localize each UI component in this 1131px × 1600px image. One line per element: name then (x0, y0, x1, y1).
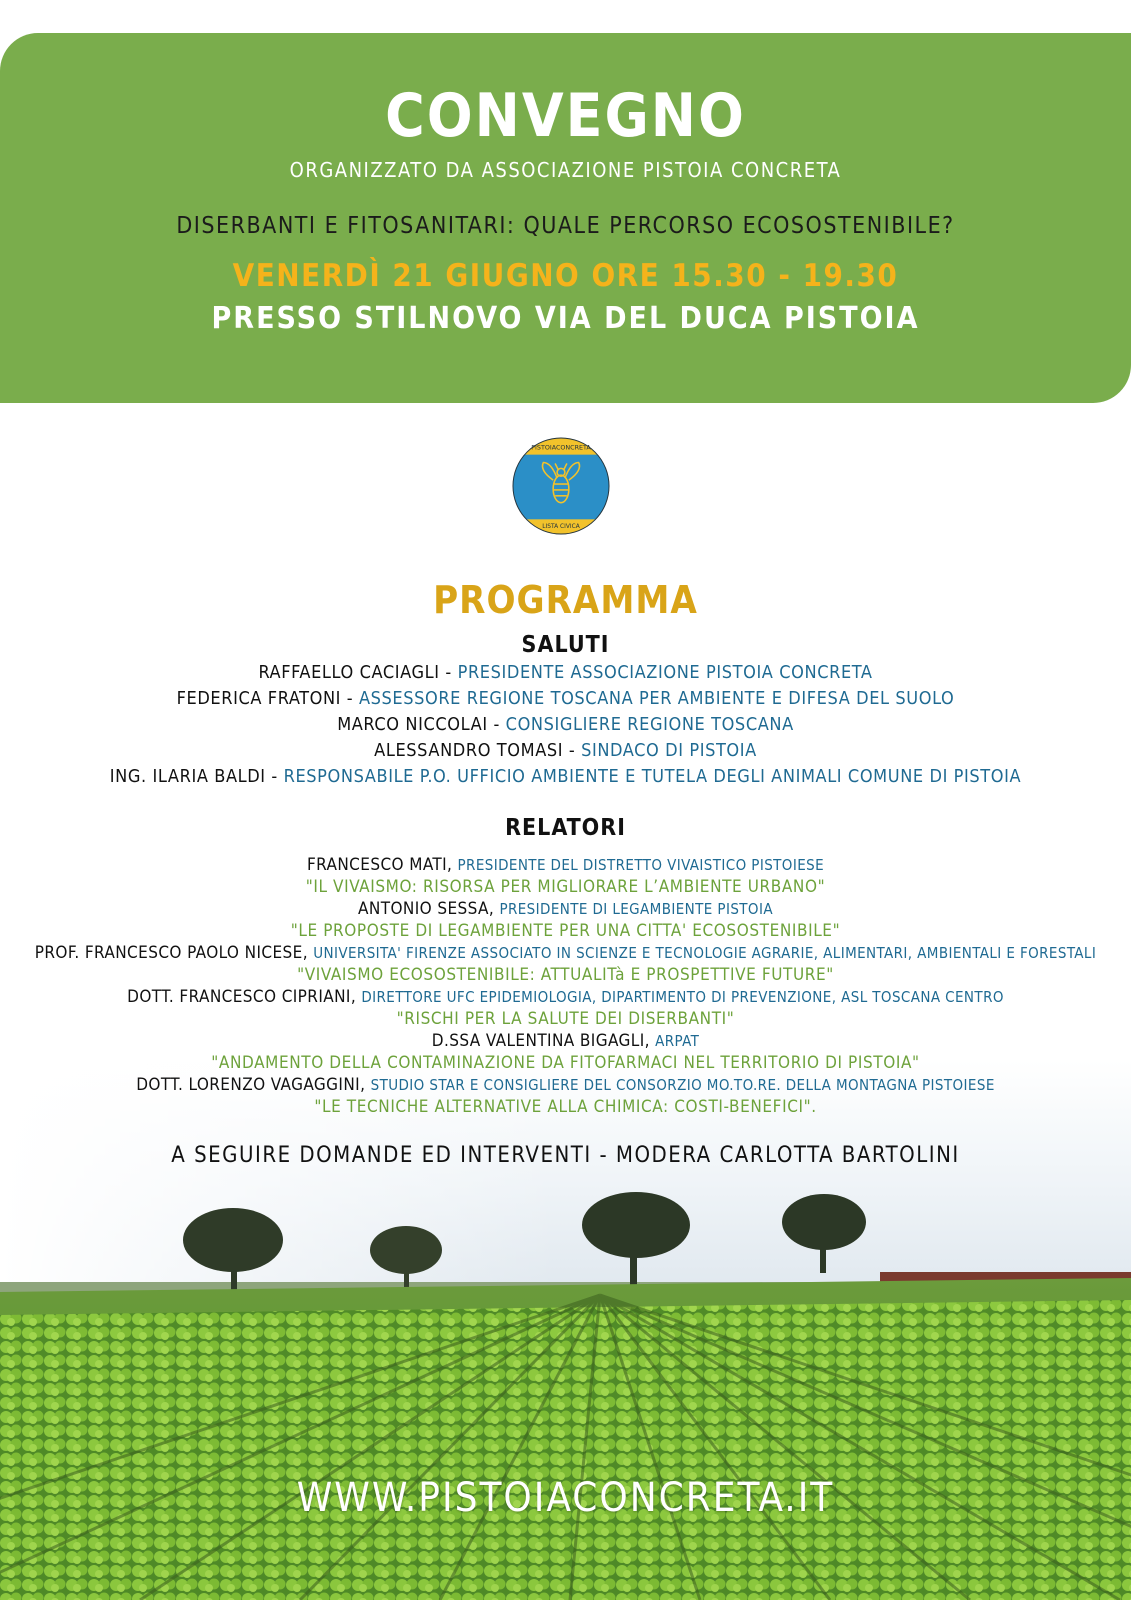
speaker-name: FRANCESCO MATI, (306, 855, 458, 875)
website-link[interactable]: WWW.PISTOIACONCRETA.IT (296, 1475, 835, 1521)
speaker (0, 1075, 1131, 1095)
speaker-role: ARPAT (655, 1032, 700, 1050)
talk-title: "LE TECNICHE ALTERNATIVE ALLA CHIMICA: COSTI-BENEFICI". (314, 1097, 817, 1117)
person-role: RESPONSABILE P.O. UFFICIO AMBIENTE E TUTELA DEGLI ANIMALI COMUNE DI PISTOIA (283, 766, 1022, 787)
person-name: MARCO NICCOLAI - (337, 714, 506, 735)
speaker-name: DOTT. FRANCESCO CIPRIANI, (127, 987, 362, 1007)
list-item (0, 766, 1131, 787)
programma-title: PROGRAMMA (433, 578, 698, 622)
list-item (0, 740, 1131, 761)
talk-title: "ANDAMENTO DELLA CONTAMINAZIONE DA FITOFARMACI NEL TERRITORIO DI PISTOIA" (211, 1053, 920, 1073)
logo-bottom-text: LISTA CIVICA (542, 524, 580, 531)
speaker (0, 1031, 1131, 1051)
talk-title: "VIVAISMO ECOSOSTENIBILE: ATTUALITà E PROSPETTIVE FUTURE" (297, 965, 834, 985)
speaker-role: PRESIDENTE DI LEGAMBIENTE PISTOIA (499, 900, 773, 918)
speaker (0, 899, 1131, 919)
person-role: SINDACO DI PISTOIA (581, 740, 757, 761)
speaker-name: PROF. FRANCESCO PAOLO NICESE, (34, 943, 314, 963)
person-name: RAFFAELLO CACIAGLI - (258, 662, 458, 683)
speaker (0, 855, 1131, 875)
speaker (0, 987, 1131, 1007)
closing-note: A SEGUIRE DOMANDE ED INTERVENTI - MODERA CARLOTTA BARTOLINI (171, 1143, 960, 1168)
speaker (0, 943, 1131, 963)
person-role: PRESIDENTE ASSOCIAZIONE PISTOIA CONCRETA (457, 662, 873, 683)
event-location: PRESSO STILNOVO VIA DEL DUCA PISTOIA (211, 301, 920, 336)
event-date: VENERDÌ 21 GIUGNO ORE 15.30 - 19.30 (232, 258, 899, 294)
talk-title: "LE PROPOSTE DI LEGAMBIENTE PER UNA CITTA' ECOSOSTENIBILE" (290, 921, 841, 941)
talk-title: "RISCHI PER LA SALUTE DEI DISERBANTI" (396, 1009, 735, 1029)
speaker-name: D.SSA VALENTINA BIGAGLI, (431, 1031, 656, 1051)
speaker-name: DOTT. LORENZO VAGAGGINI, (136, 1075, 371, 1095)
header-banner (0, 33, 1131, 403)
saluti-heading: SALUTI (521, 632, 610, 658)
pistoia-concreta-logo (512, 437, 610, 535)
logo-top-text: PISTOIACONCRETA (531, 443, 591, 452)
list-item (0, 714, 1131, 735)
event-title: CONVEGNO (385, 81, 746, 151)
speaker-role: UNIVERSITA' FIRENZE ASSOCIATO IN SCIENZE E TECNOLOGIE AGRARIE, ALIMENTARI, AMBIENTALI E FORESTALI (313, 944, 1097, 962)
person-name: ALESSANDRO TOMASI - (374, 740, 582, 761)
speaker-role: PRESIDENTE DEL DISTRETTO VIVAISTICO PISTOIESE (457, 856, 825, 874)
speaker-role: STUDIO STAR E CONSIGLIERE DEL CONSORZIO MO.TO.RE. DELLA MONTAGNA PISTOIESE (370, 1076, 995, 1094)
person-role: ASSESSORE REGIONE TOSCANA PER AMBIENTE E DIFESA DEL SUOLO (358, 688, 955, 709)
speaker-name: ANTONIO SESSA, (358, 899, 500, 919)
list-item (0, 688, 1131, 709)
event-topic: DISERBANTI E FITOSANITARI: QUALE PERCORSO ECOSOSTENIBILE? (176, 213, 955, 239)
person-role: CONSIGLIERE REGIONE TOSCANA (505, 714, 794, 735)
speaker-role: DIRETTORE UFC EPIDEMIOLOGIA, DIPARTIMENTO DI PREVENZIONE, ASL TOSCANA CENTRO (361, 988, 1004, 1006)
person-name: ING. ILARIA BALDI - (109, 766, 284, 787)
list-item (0, 662, 1131, 683)
talk-title: "IL VIVAISMO: RISORSA PER MIGLIORARE L’AMBIENTE URBANO" (305, 877, 826, 897)
relatori-heading: RELATORI (505, 815, 626, 841)
person-name: FEDERICA FRATONI - (176, 688, 359, 709)
event-organizer: ORGANIZZATO DA ASSOCIAZIONE PISTOIA CONCRETA (289, 158, 842, 182)
